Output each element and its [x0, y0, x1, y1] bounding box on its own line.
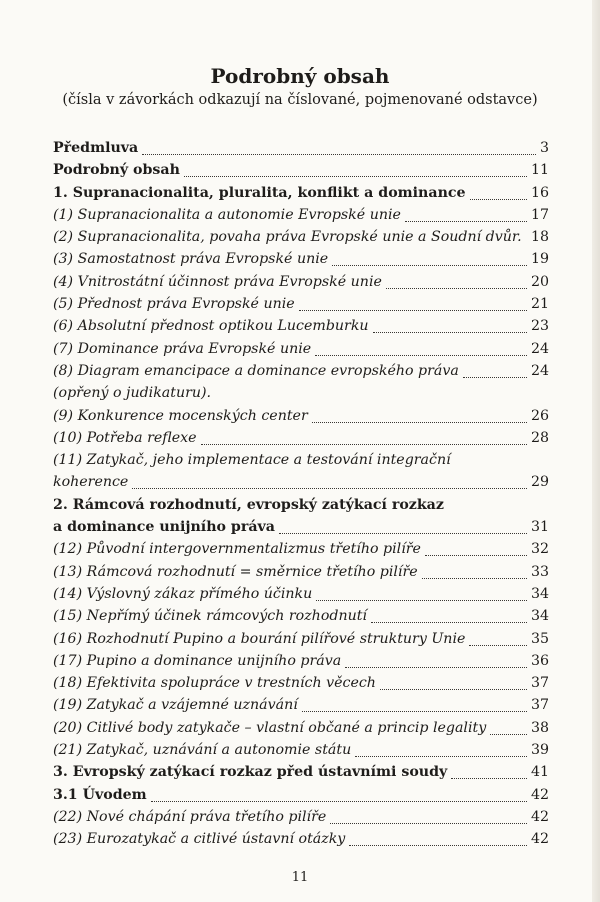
- toc-page-number: 26: [530, 407, 549, 424]
- toc-page-number: 16: [530, 184, 549, 201]
- toc-entry-label: (4) Vnitrostátní účinnost práva Evropské unie: [53, 273, 382, 290]
- toc-entry-label: 1. Supranacionalita, pluralita, konflikt a dominance: [53, 184, 466, 201]
- toc-page-number: 19: [530, 251, 549, 268]
- toc-page-number: 24: [530, 340, 549, 357]
- page-title: Podrobný obsah: [210, 64, 390, 88]
- toc-item-row: [53, 427, 549, 449]
- toc-item-row: [53, 561, 549, 583]
- dot-leader: [302, 709, 527, 712]
- dot-leader: [332, 263, 527, 266]
- toc-entry-label: (7) Dominance práva Evropské unie: [53, 340, 312, 357]
- toc-item-row: [53, 226, 549, 248]
- toc-item-row: [53, 382, 549, 404]
- dot-leader: [373, 330, 527, 333]
- dot-leader: [349, 843, 527, 846]
- toc-page-number: 28: [530, 429, 549, 446]
- dot-leader: [371, 620, 527, 623]
- dot-leader: [142, 152, 536, 155]
- page-number: 11: [291, 870, 309, 885]
- toc-entry-label: (3) Samostatnost práva Evropské unie: [53, 251, 329, 268]
- toc-entry-label: (20) Citlivé body zatykače – vlastní občané a princip legality: [53, 719, 487, 736]
- toc-entry-label: 3. Evropský zatýkací rozkaz před ústavními soudy: [53, 764, 448, 781]
- toc-item-row: [53, 471, 549, 493]
- toc-page-number: 31: [530, 519, 549, 536]
- dot-leader: [201, 442, 527, 445]
- dot-leader: [132, 486, 527, 489]
- toc-item-row: [53, 628, 549, 650]
- toc-entry-label: (18) Efektivita spolupráce v trestních věcech: [53, 675, 376, 692]
- toc-page-number: 17: [530, 206, 549, 223]
- toc-item-row: [53, 405, 549, 427]
- toc-page-number: 20: [530, 273, 549, 290]
- toc-page-number: 18: [530, 229, 549, 246]
- page-subtitle: (čísla v závorkách odkazují na číslované, pojmenované odstavce): [62, 92, 538, 108]
- toc-section-row: [53, 761, 549, 783]
- toc-page-number: 35: [530, 630, 549, 647]
- dot-leader: [451, 776, 527, 779]
- dot-leader: [380, 687, 527, 690]
- toc-item-row: [53, 672, 549, 694]
- toc-item-row: [53, 806, 549, 828]
- toc-page-number: 29: [530, 474, 549, 491]
- page-edge: [592, 0, 600, 902]
- toc-section-row: [53, 516, 549, 538]
- toc-entry-label: (14) Výslovný zákaz přímého účinku: [53, 585, 313, 602]
- dot-leader: [279, 531, 527, 534]
- toc-entry-label: (5) Přednost práva Evropské unie: [53, 296, 295, 313]
- toc-page-number: 24: [530, 362, 549, 379]
- toc-section-row: [53, 159, 549, 181]
- dot-leader: [345, 665, 527, 668]
- toc-item-row: [53, 315, 549, 337]
- toc-page-number: 36: [530, 652, 549, 669]
- dot-leader: [405, 219, 527, 222]
- toc-entry-label: 3.1 Úvodem: [53, 786, 147, 803]
- toc-page-number: 42: [530, 831, 549, 848]
- dot-leader: [470, 197, 527, 200]
- dot-leader: [425, 553, 527, 556]
- dot-leader: [330, 821, 527, 824]
- toc-page-number: 21: [530, 296, 549, 313]
- dot-leader: [315, 353, 527, 356]
- dot-leader: [469, 643, 527, 646]
- toc-item-row: [53, 739, 549, 761]
- toc-item-row: [53, 583, 549, 605]
- toc-item-row: [53, 360, 549, 382]
- dot-leader: [184, 174, 527, 177]
- toc-entry-label: (9) Konkurence mocenských center: [53, 407, 308, 424]
- toc-page-number: 23: [530, 318, 549, 335]
- toc-page-number: 39: [530, 742, 549, 759]
- toc-page-number: 33: [530, 563, 549, 580]
- toc-item-row: [53, 538, 549, 560]
- toc-entry-label: koherence: [53, 474, 129, 491]
- toc-section-row: [53, 137, 549, 159]
- toc-entry-label: (15) Nepřímý účinek rámcových rozhodnutí: [53, 608, 367, 625]
- dot-leader: [316, 598, 527, 601]
- toc-page-number: 37: [530, 675, 549, 692]
- dot-leader: [355, 754, 527, 757]
- dot-leader: [386, 286, 527, 289]
- toc-entry-label: (12) Původní intergovernmentalizmus třetího pilíře: [53, 541, 421, 558]
- toc-page-number: 3: [539, 140, 549, 156]
- toc-page-number: 38: [530, 719, 549, 736]
- toc-item-row: [53, 650, 549, 672]
- toc-entry-label: (1) Supranacionalita a autonomie Evropské unie: [53, 206, 401, 223]
- toc-page-number: 41: [530, 764, 549, 781]
- dot-leader: [299, 308, 527, 311]
- toc-entry-label: (11) Zatykač, jeho implementace a testování integrační: [53, 452, 451, 469]
- toc-entry-label: (2) Supranacionalita, povaha práva Evropské unie a Soudní dvůr.: [53, 229, 522, 246]
- table-of-contents: [53, 137, 549, 851]
- toc-entry-label: (8) Diagram emancipace a dominance evropského práva: [53, 362, 459, 379]
- toc-entry-label: (16) Rozhodnutí Pupino a bourání pilířové struktury Unie: [53, 630, 466, 647]
- toc-entry-label: (23) Eurozatykač a citlivé ústavní otázky: [53, 831, 346, 848]
- toc-entry-label: (10) Potřeba reflexe: [53, 429, 197, 446]
- toc-entry-label: (6) Absolutní přednost optikou Lucemburku: [53, 318, 369, 335]
- toc-item-row: [53, 338, 549, 360]
- toc-item-row: [53, 293, 549, 315]
- dot-leader: [151, 799, 527, 802]
- toc-entry-label: (13) Rámcová rozhodnutí = směrnice třetího pilíře: [53, 563, 418, 580]
- toc-item-row: [53, 449, 549, 471]
- toc-item-row: [53, 717, 549, 739]
- toc-entry-label: (opřený o judikaturu).: [53, 385, 212, 402]
- toc-entry-label: Předmluva: [53, 140, 139, 156]
- dot-leader: [490, 732, 527, 735]
- toc-entry-label: (19) Zatykač a vzájemné uznávání: [53, 697, 298, 714]
- toc-item-row: [53, 204, 549, 226]
- dot-leader: [422, 576, 527, 579]
- dot-leader: [312, 420, 527, 423]
- toc-page-number: 11: [530, 162, 549, 179]
- toc-entry-label: (17) Pupino a dominance unijního práva: [53, 652, 342, 669]
- toc-page-number: 34: [530, 608, 549, 625]
- toc-section-row: [53, 182, 549, 204]
- toc-section-row: [53, 494, 549, 516]
- toc-item-row: [53, 248, 549, 270]
- toc-item-row: [53, 271, 549, 293]
- toc-entry-label: 2. Rámcová rozhodnutí, evropský zatýkací rozkaz: [53, 496, 444, 513]
- toc-page-number: 37: [530, 697, 549, 714]
- toc-entry-label: (22) Nové chápání práva třetího pilíře: [53, 808, 327, 825]
- toc-page-number: 42: [530, 786, 549, 803]
- toc-item-row: [53, 605, 549, 627]
- toc-item-row: [53, 828, 549, 850]
- toc-page-number: 32: [530, 541, 549, 558]
- toc-page-number: 42: [530, 808, 549, 825]
- toc-entry-label: a dominance unijního práva: [53, 519, 275, 536]
- toc-entry-label: (21) Zatykač, uznávání a autonomie státu: [53, 742, 352, 759]
- toc-page-number: 34: [530, 585, 549, 602]
- toc-entry-label: Podrobný obsah: [53, 162, 180, 179]
- toc-item-row: [53, 694, 549, 716]
- toc-section-row: [53, 784, 549, 806]
- dot-leader: [463, 375, 527, 378]
